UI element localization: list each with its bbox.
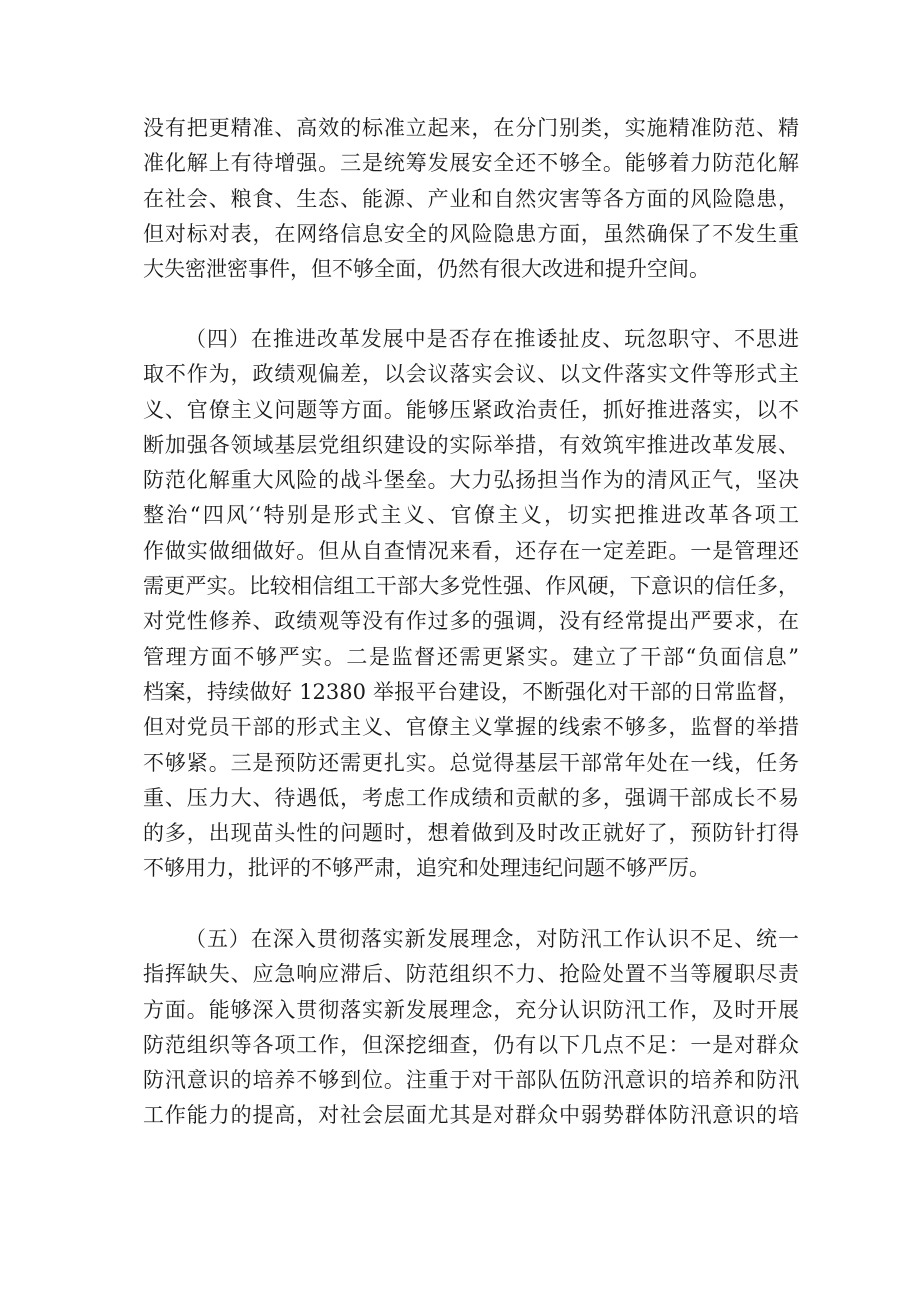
text-line: 对党性修养、政绩观等没有作过多的强调，没有经常提出严要求，在	[143, 609, 799, 634]
text-line: 在社会、粮食、生态、能源、产业和自然灾害等各方面的风险隐患，	[143, 186, 799, 211]
text-line: 取不作为，政绩观偏差，以会议落实会议、以文件落实文件等形式主	[143, 362, 799, 387]
text-line: 方面。能够深入贯彻落实新发展理念，充分认识防汛工作，及时开展	[143, 997, 799, 1022]
text-line: 重、压力大、待遇低，考虑工作成绩和贡献的多，强调干部成长不易	[143, 785, 799, 810]
paragraph-p1	[143, 111, 799, 287]
paragraph-p3	[143, 922, 799, 1134]
text-line: 整治“四风′‘特别是形式主义、官僚主义，切实把推进改革各项工	[143, 503, 799, 528]
text-line: 但对党员干部的形式主义、官僚主义掌握的线索不够多，监督的举措	[143, 715, 799, 740]
text-line: 断加强各领域基层党组织建设的实际举措，有效筑牢推进改革发展、	[143, 432, 799, 457]
text-line: 的多，出现苗头性的问题时，想着做到及时改正就好了，预防针打得	[143, 821, 799, 846]
text-line: 防汛意识的培养不够到位。注重于对干部队伍防汛意识的培养和防汛	[143, 1068, 799, 1093]
text-line: 工作能力的提高，对社会层面尤其是对群众中弱势群体防汛意识的培	[143, 1103, 799, 1128]
text-line: 义、官僚主义问题等方面。能够压紧政治责任，抓好推进落实，以不	[143, 397, 799, 422]
text-line: 作做实做细做好。但从自查情况来看，还存在一定差距。一是管理还	[143, 538, 799, 563]
text-line: 防范组织等各项工作，但深挖细查，仍有以下几点不足：一是对群众	[143, 1032, 799, 1057]
text-line: 但对标对表，在网络信息安全的风险隐患方面，虽然确保了不发生重	[143, 221, 799, 246]
text-line: 管理方面不够严实。二是监督还需更紧实。建立了干部“负面信息”	[143, 644, 799, 669]
text-line: 大失密泄密事件，但不够全面，仍然有很大改进和提升空间。	[143, 257, 710, 282]
text-line: 防范化解重大风险的战斗堡垒。大力弘扬担当作为的清风正气，坚决	[143, 468, 799, 493]
text-line: 档案，持续做好 12380 举报平台建设，不断强化对干部的日常监督，	[143, 679, 799, 704]
text-line: （五）在深入贯彻落实新发展理念，对防汛工作认识不足、统一	[185, 927, 799, 951]
text-line: 需更严实。比较相信组工干部大多党性强、作风硬，下意识的信任多，	[143, 574, 799, 599]
text-line: 指挥缺失、应急响应滞后、防范组织不力、抢险处置不当等履职尽责	[143, 962, 799, 987]
paragraph-p2	[143, 322, 799, 887]
text-line: 不够紧。三是预防还需更扎实。总觉得基层干部常年处在一线，任务	[143, 750, 799, 775]
text-line: 准化解上有待增强。三是统筹发展安全还不够全。能够着力防范化解	[143, 151, 799, 176]
text-line: （四）在推进改革发展中是否存在推诿扯皮、玩忽职守、不思进	[185, 327, 799, 351]
text-line: 不够用力，批评的不够严肃，追究和处理违纪问题不够严厉。	[143, 856, 710, 881]
text-line: 没有把更精准、高效的标准立起来，在分门别类，实施精准防范、精	[143, 116, 799, 140]
